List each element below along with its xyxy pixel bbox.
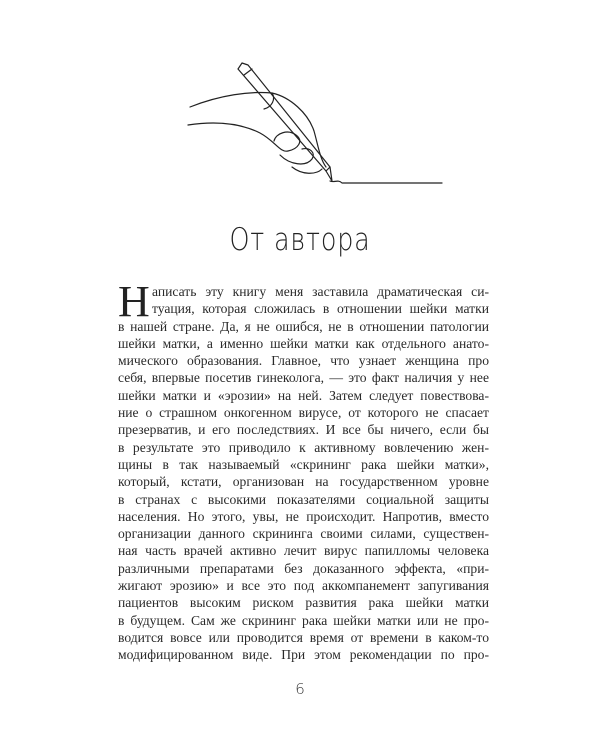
text-line: туация, которая сложилась в отношении шейки матки — [152, 301, 489, 317]
text-line: презерватив, и его последствиях. И все бы ничего, если бы — [118, 422, 489, 438]
text-line: организации данного скрининга своими силами, существен- — [118, 526, 489, 542]
text-line: пациентов высоким риском развития рака шейки матки — [118, 595, 489, 611]
text-line: в странах с высокими показателями социальной защиты — [118, 491, 489, 507]
page-number: 6 — [295, 680, 305, 698]
text-line: который, кстати, организован на государственном уровне — [118, 474, 489, 490]
text-line: населения. Но этого, увы, не происходит. Напротив, вместо — [118, 508, 489, 524]
text-line: шейки матки, а именно шейки матки как отдельного анато- — [118, 335, 489, 351]
text-line: аписать эту книгу меня заставила драматическая си- — [152, 284, 489, 299]
hand-writing-illustration — [180, 55, 450, 190]
text-line: в результате это приводило к активному вовлечению жен- — [118, 439, 489, 455]
text-line: шейки матки и «эрозии» на ней. Затем следует повествова- — [118, 387, 489, 403]
text-line: модифицированном виде. При этом рекомендации по про- — [118, 647, 489, 663]
text-line: ная часть врачей активно лечит вирус папилломы человека — [118, 543, 489, 559]
text-line: водится вовсе или проводится время от времени в каком-то — [118, 629, 489, 645]
text-line: жигают эрозию» и все это под аккомпанемент запугивания — [118, 578, 489, 594]
text-line: в будущем. Сам же скрининг рака шейки матки или не про- — [118, 612, 489, 628]
text-line: себя, впервые посетив гинеколога, — это факт наличия у нее — [118, 370, 489, 386]
chapter-title: От автора — [229, 222, 371, 258]
text-line: в нашей стране. Да, я не ошибся, не в отношении патологии — [118, 318, 489, 334]
text-line: мического образования. Главное, что узнает женщина про — [118, 353, 489, 369]
text-line: щины в так называемый «скрининг рака шейки матки», — [118, 456, 489, 472]
drop-cap: Н — [118, 277, 150, 326]
text-line: различными препаратами без доказанного эффекта, «при- — [118, 560, 489, 576]
text-line: ние о страшном онкогенном вирусе, от которого не спасает — [118, 405, 489, 421]
body-text — [118, 277, 489, 664]
